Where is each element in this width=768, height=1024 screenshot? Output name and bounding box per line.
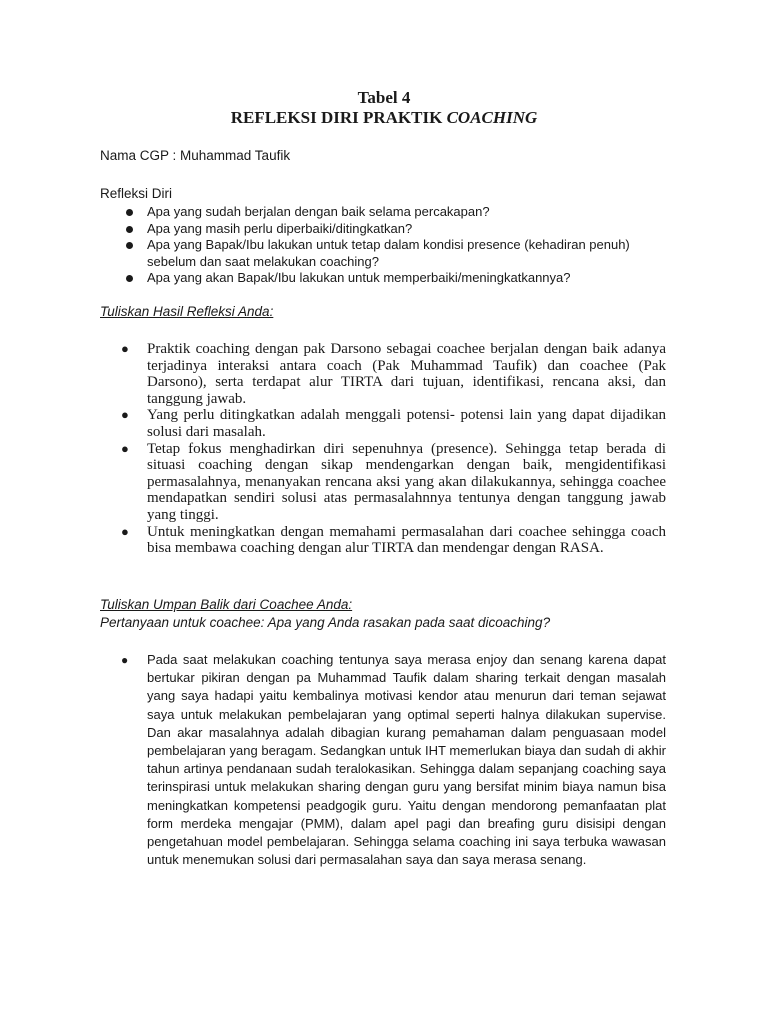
result-item: ● Tetap fokus menghadirkan diri sepenuhnya (presence). Sehingga tetap berada di situasi coaching dengan sikap mendengarkan dengan baik, mengidentifikasi permasalahnya, menanyakan rencana aksi yang akan dilakukannya, sehingga coachee mendapatkan sendiri solusi atas permasalahnnya tentunya dengan tanggung jawab yang tinggi. bbox=[121, 440, 666, 523]
title-italic: COACHING bbox=[446, 108, 538, 127]
document-title bbox=[0, 88, 768, 128]
bullet-icon bbox=[126, 209, 133, 216]
bullet-icon bbox=[126, 242, 133, 249]
bullet-icon: ● bbox=[121, 407, 129, 423]
bullet-icon: ● bbox=[121, 341, 129, 356]
bullet-icon bbox=[126, 275, 133, 282]
title-prefix: REFLEKSI DIRI PRAKTIK bbox=[230, 108, 447, 127]
bullet-icon: ● bbox=[121, 523, 129, 539]
reflection-questions bbox=[100, 204, 670, 287]
bullet-icon: ● bbox=[121, 653, 129, 667]
question-item: Apa yang Bapak/Ibu lakukan untuk tetap dalam kondisi presence (kehadiran penuh) sebelum dan saat melakukan coaching? bbox=[100, 237, 670, 270]
bullet-icon: ● bbox=[121, 440, 129, 456]
reflection-results-list bbox=[100, 341, 666, 557]
result-item: ● Yang perlu ditingkatkan adalah menggali potensi- potensi lain yang dapat dijadikan solusi dari masalah. bbox=[121, 407, 666, 440]
question-item: Apa yang masih perlu diperbaiki/ditingkatkan? bbox=[100, 221, 670, 238]
result-item: ● Untuk meningkatkan dengan memahami permasalahan dari coachee sehingga coach bisa membawa coaching dengan alur TIRTA dan mendengar dengan RASA. bbox=[121, 523, 666, 557]
results-label: Tuliskan Hasil Refleksi Anda: bbox=[100, 304, 274, 319]
question-item: Apa yang akan Bapak/Ibu lakukan untuk memperbaiki/meningkatkannya? bbox=[100, 270, 670, 287]
feedback-question: Pertanyaan untuk coachee: Apa yang Anda rasakan pada saat dicoaching? bbox=[100, 615, 551, 630]
reflection-heading: Refleksi Diri bbox=[100, 186, 173, 201]
feedback-list bbox=[100, 651, 666, 869]
table-number: Tabel 4 bbox=[357, 88, 411, 107]
title-main bbox=[0, 108, 768, 128]
result-item: ● Praktik coaching dengan pak Darsono sebagai coachee berjalan dengan baik adanya terjadinya interaksi antara coach (Pak Muhammad Taufik) dan coachee (Pak Darsono), serta terdapat alur TIRTA dari tujuan, identifikasi, rencana aksi, dan tanggung jawab. bbox=[121, 341, 666, 407]
participant-name: Nama CGP : Muhammad Taufik bbox=[100, 148, 291, 163]
feedback-label: Tuliskan Umpan Balik dari Coachee Anda: bbox=[100, 597, 353, 612]
question-item: Apa yang sudah berjalan dengan baik selama percakapan? bbox=[100, 204, 670, 221]
bullet-icon bbox=[126, 226, 133, 233]
feedback-item: ● Pada saat melakukan coaching tentunya saya merasa enjoy dan senang karena dapat bertukar pikiran dengan pa Muhammad Taufik dalam sharing terkait dengan masalah yang saya hadapi yaitu kembalinya motivasi kendor atau menurun dari teman sejawat saya untuk melakukan pembelajaran yang optimal seperti halnya dilakukan supervise. Dan akar masalahnya adalah dibagian kurang pemahaman dalam penguasaan model pembelajaran yang beragam. Sedangkan untuk IHT memerlukan biaya dan sudah di akhir tahun artinya pendanaan sudah teralokasikan. Sehingga dalam sepanjang coaching saya terinspirasi untuk melakukan sharing dengan guru yang bersifat minim biaya namun bisa meningkatkan kompetensi peadgogik guru. Yaitu dengan mendorong pemanfaatan plat form merdeka mengajar (PMM), dalam apel pagi dan breafing guru disisipi dengan pengetahuan model pembelajaran. Sehingga selama coaching ini saya terbuka wawasan untuk menemukan solusi dari permasalahan saya dan saya merasa senang. bbox=[121, 652, 666, 868]
